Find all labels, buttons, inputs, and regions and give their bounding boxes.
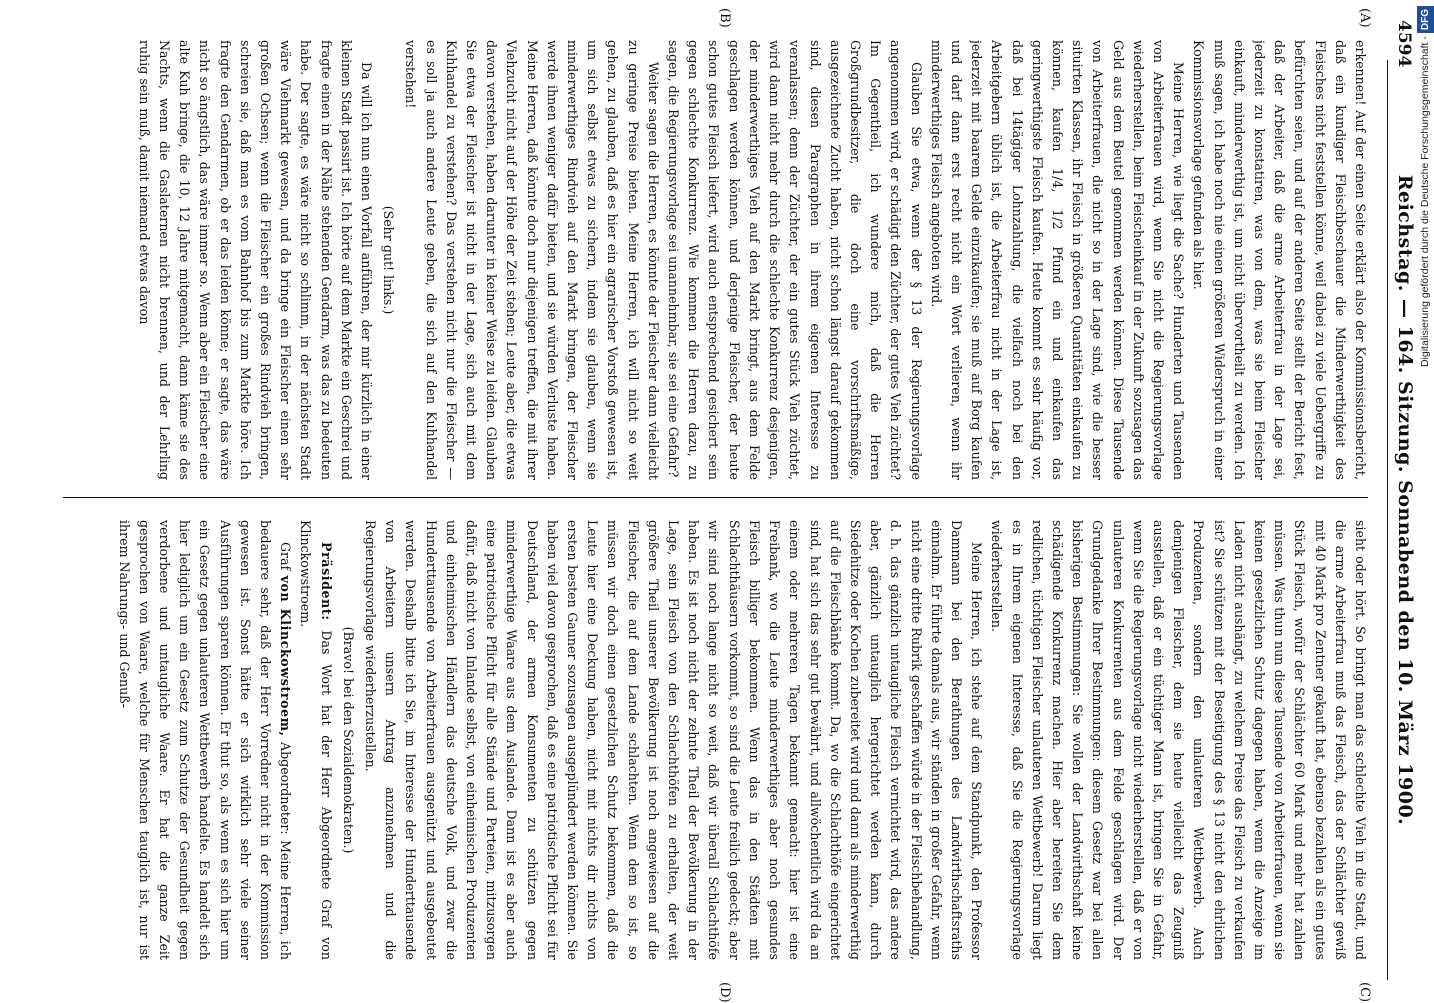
right-column: [50, 520, 1370, 960]
paragraph: Weiter sagen die Herren, es könnte der Fleischer dann vielleicht zu geringe Preise bieten. Meine Herren, ich will nicht so weit gehen, zu glauben, daß es hier ein agrarischer Vorstoß gewesen ist, um sich selbst etwas zu sichern, indem sie glauben, wenn sie minderwerthiges Rindvieh auf den Markt bringen, der Fleischer werde ihnen weniger dafür bieten, und sie würden Verluste haben. Meine Herren, daß könnte doch nur diejenigen treffen, die mit ihrer Viehzucht nicht auf der Höhe der Zeit stehen; Leute aber, die etwas davon verstehen, haben darunter in keiner Weise zu leiden. Glauben Sie etwa der Fleischer ist nicht in der Lage, sich auch mit dem Kuhhandel zu verstehen? Das verstehen nicht nur die Fleischer — es soll ja auch andere Leute geben, die sich auf den Kuhhandel verstehen!: [403, 40, 661, 480]
margin-letter-c: (C): [1357, 982, 1372, 1003]
paragraph: Da will ich nun einen Vorfall anführen, der mir kürzlich in einer kleinen Stadt passirt ist. Ich hörte auf dem Markte ein Geschrei und fragte einen in der Nähe stehenden Gendarm, was das zu bedeuten habe. Der sagte, es wäre nicht so schlimm, in der nächsten Stadt wäre Viehmarkt gewesen, und da bringe ein Fleischer einen sehr großen Ochsen; wenn die Fleischer ein großes Rindvieh bringen, schreien sie, daß man es vom Bahnhof bis zum Markte höre. Ich fragte den Gendarmen, ob er das leiden könne; er sagte, das wäre nicht so ängstlich, das wäre immer so. Wenn aber ein Fleischer eine alte Kuh bringe, die 10, 12 Jahre mitgemacht, dann käme sie des Nachts, wenn die Gaslaternen nicht brennen, und der Lehrling ruhig sein muß, damit niemand etwas davon: [136, 40, 375, 480]
paragraph: Glauben Sie etwa, wenn der § 13 der Regierungsvorlage angenommen wird, er schädigt den Züchter, der gutes Vieh züchtet? Im Gegentheil, ich wundere mich, daß die Herren Großgrundbesitzer, die doch eine vorschriftsmäßige, ausgezeichnete Zucht haben, nicht schon längst darauf gekommen sind, diesen Paragraphen in ihrem eigenen Interesse zu veranlassen; denn der Züchter, der ein gutes Stück Vieh züchtet, wird dann nicht mehr durch die schlechte Konkurrenz desjenigen, der minderwerthiges Vieh auf den Markt bringt, aus dem Felde geschlagen werden können, und derjenige Fleischer, der heute schon gutes Fleisch liefert, wird auch entsprechend gesichert sein gegen schlechte Konkurrenz. Wie kommen die Herren dazu, zu sagen, die Regierungsvorlage sei unannehmbar, sie sei eine Gefahr?: [666, 40, 924, 480]
speaker-name: von Klinckowstroem,: [278, 575, 294, 737]
president-label: Präsident:: [318, 542, 334, 621]
dfg-logo: DFG: [1417, 6, 1434, 33]
page-number: 4594: [1394, 20, 1414, 68]
president-text: Das Wort hat der Herr Abgeordnete Graf von Klinckowstroem.: [298, 520, 334, 960]
interjection: (Bravo! bei den Sozialdemokraten.): [340, 626, 356, 854]
column-divider: [63, 497, 1368, 498]
paragraph: erkennen! Auf der einen Seite erklärt also der Kommissionsbericht, daß ein kundiger Fleischbeschauer die Minderwerthigkeit des Fleisches nicht feststellen könne, weil dabei zu viele Uebergriffe zu befürchten seien, und auf der anderen Seite stellt der Bericht fest, daß der Arbeiter, daß die arme Arbeiterfrau in der Lage sei, jederzeit zu konstatiren, was von dem, was sie beim Fleischer einkauft, minderwerthig ist, um nicht übervortheilt zu werden. Ich muß sagen, ich habe noch nie einen größeren Widerspruch in einer Kommissionsvorlage gefunden als hier.: [1191, 40, 1368, 480]
president-line: [295, 520, 335, 960]
speaker-role: Abgeordneter:: [278, 742, 294, 835]
paragraph: sieht oder hört. So bringt man das schlechte Vieh in die Stadt, und die arme Arbeiterfrau muß das Fleisch, das der Schlächter gewiß mit 40 Mark pro Zentner gekauft hat, ebenso bezahlen als ein gutes Stück Fleisch, wofür der Schlächter 60 Mark und mehr hat zahlen müssen. Was thun nun diese Tausende von Arbeiterfrauen, wenn sie keinen gesetzlichen Schutz dagegen haben, wenn die Anzeige im Laden nicht aushängt, zu welchem Preise das Fleisch zu verkaufen ist? Sie schützen mit der Beseitigung des § 13 nicht den ehrlichen Produzenten, sondern den unlauteren Wettbewerb. Auch demjenigen Fleischer, dem sie heute vielleicht das Zeugniß ausstellen, daß er ein tüchtiger Mann ist, bringen Sie in Gefahr, wenn Sie die Regierungsvorlage nicht wiederherstellen, daß er von unlauteren Konkurrenten aus dem Felde geschlagen wird. Der Grundgedanke Ihrer Bestimmungen: diesem Gesetz war bei allen bisherigen Bestimmungen: Sie wollen der Landwirthschaft keine schädigende Konkurrenz machen. Hier aber bereiten Sie dem redlichen, tüchtigen Fleischer unlauteren Wettbewerb! Darum liegt es in Ihrem eigenen Interesse, daß Sie die Regierungsvorlage wiederherstellen.: [989, 520, 1368, 960]
speaker-paragraph: [113, 520, 295, 960]
margin-letter-a: (A): [1357, 8, 1372, 28]
margin-letter-b: (B): [717, 8, 732, 28]
paragraph: Meine Herren, ich stehe auf dem Standpunkt, den Professor Dammann bei den Berathungen des Landwirthschaftsraths einnahm. Er führte damals aus, wir ständen in großer Gefahr, wenn nicht eine dritte Rubrik geschaffen würde in der Fleischbehandlung, d. h. das gänzlich untaugliche Fleisch vernichtet wird, das andere aber, gänzlich untauglich hergerichtet werden kann, durch Siedehitze oder Kochen zubereitet wird und dann als minderwerthig auf die Fleischbänke kommt. Da, wo die Schlachthöfe eingerichtet sind, hat sich das sehr gut bewährt, und allwöchentlich wird da an einem oder mehreren Tagen bekannt gemacht: hier ist eine Freibank, wo die Leute minderwerthiges aber noch gesundes Fleisch billiger bekommen. Wenn das in den Städten mit Schlachthäusern vorkommt, so sind die Leute freilich gedeckt; aber wir sind noch lange nicht so weit, daß wir überall Schlachthöfe haben. Es ist noch nicht der zehnte Theil der Bevölkerung in der Lage, sein Fleisch von den Schlachthöfen zu erhalten, der weit größere Theil unserer Bevölkerung ist noch angewiesen auf die Fleischer, die auf dem Lande schlachten. Wenn dem so ist, so müssen wir doch einen gesetzlichen Schutz bekommen, daß die Leute hier eine Deckung haben, nicht mit nichts dir nichts von ersten besten Gauner sozusagen ausgeplündert werden können. Sie haben viel davon gesprochen, daß es eine patriotische Pflicht sei für Deutschland, der armen Konsumenten zu schützen gegen minderwerthige Waare aus dem Auslande. Dann ist es aber auch eine patriotische Pflicht für alle Stände und Parteien, mitzusorgen dafür, daß nicht von Inlande selbst, von einheimischen Produzenten und einheimischen Händlern das deutsche Volk, und zwar die Hunderttausende von Arbeiterfrauen ausgenützt und ausgebeutet werden. Deshalb bitte ich Sie, im Interesse der Hunderttausende von Arbeitern unsern Antrag anzunehmen und die Regierungsvorlage wiederherzustellen.: [363, 520, 985, 960]
head-rule: [1387, 60, 1388, 980]
paragraph: Meine Herren, wie liegt die Sache? Hunderten und Tausenden von Arbeiterfrauen wird, wenn Sie nicht die Regierungsvorlage wiederherstellen, beim Fleischeinkauf in der Zukunft sozusagen das Geld aus dem Beutel genommen werden können. Diese Tausende von Arbeiterfrauen, die nicht so in der Lage sind, wie die besser situirten Klassen, ihr Fleisch in größeren Quantitäten einkaufen zu können, kaufen 1/4, 1/2 Pfund ein und einkaufen das geringwerthigste Fleisch kaufen. Heute kommt es sehr häufig vor, daß bei 14tägiger Lohnzahlung, die vielfach noch bei den Arbeitgebern üblich ist, die Arbeiterfrau nicht in der Lage ist, jederzeit mit baarem Gelde einzukaufen; sie muß auf Borg kaufen und darf dann erst recht nicht ein Wort verlieren, wenn ihr minderwerthiges Fleisch angeboten wird.: [928, 40, 1187, 480]
interjection: (Sehr gut! links.): [381, 205, 397, 315]
dfg-credit-text: [1416, 6, 1434, 996]
left-column: [50, 40, 1370, 480]
credit-text: Digitalisierung gefördert durch die Deutsche Forschungsgemeinschaft -: [1419, 36, 1431, 368]
dfg-credit: [1416, 6, 1434, 996]
margin-letter-d: (D): [717, 982, 732, 1003]
speaker-text: Meine Herren, ich bedauere sehr, daß der Herr Vorredner nicht in der Kommission gewesen ist. Sonst hätte er sich wirklich sehr viele seiner Ausführungen sparen können. Er thut so, als wenn es sich hier um ein Gesetz gegen unlauteren Wettbewerb handelte. Es handelt sich hier lediglich um ein Gesetz zum Schutze der Gesundheit gegen verdorbene und untaugliche Waare. Er hat die ganze Zeit gesprochen von Waare, welche für Menschen tauglich ist, nur ist ihrem Nahrungs- und Genuß-: [116, 520, 294, 960]
speaker-prefix: Graf: [278, 542, 294, 571]
running-head-title: Reichstag. — 164. Sitzung. Sonnabend den 10. März 1900.: [1394, 174, 1416, 826]
